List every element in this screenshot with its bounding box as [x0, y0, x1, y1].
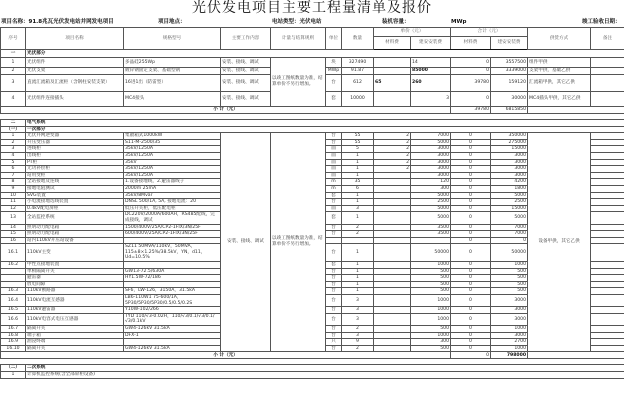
- cell-item-name[interactable]: 无功补偿柜: [26, 166, 124, 173]
- table-row: 避雷器 HY1.5W-72/186 台 1 500 0 500: [1, 275, 624, 282]
- table-row: 2 升压变压器 S11-M-2500/35 台 55 2 5000 0 275000: [1, 139, 624, 146]
- cell-item-name[interactable]: 隔离开关: [26, 326, 124, 333]
- col-work: 主要工作内容: [221, 28, 271, 50]
- table-row: 9 接地电阻测试 2000m 25mA m 6 300 0 1800: [1, 185, 624, 192]
- table-row: 15 照明动力配电箱 600/400V/25A/CP2-1FIX/3N/25F 台 2 3500 0 7000: [1, 231, 624, 238]
- cell-item-name[interactable]: PT柜: [26, 159, 124, 166]
- subtotal-row: 小 计（元） 0 798000: [1, 352, 624, 359]
- cell-item-name[interactable]: 110kV电容式电压互感器: [26, 313, 124, 325]
- col-item-name: 项目名称: [26, 28, 124, 50]
- cell-item-name[interactable]: 光伏组件: [26, 58, 124, 68]
- cell-item-name[interactable]: 全站接地及连线: [26, 179, 124, 186]
- section-row: （二） 二次系统: [1, 365, 624, 372]
- table-row: 4 出线柜 35kV/1250A 面 1 2 3000 0 3000: [1, 152, 624, 159]
- cell-item-name[interactable]: 避雷器: [26, 275, 124, 282]
- col-unit-price: 单价（元）: [374, 28, 451, 37]
- cell-item-name[interactable]: 110kV断路器: [26, 288, 124, 295]
- table-row: 1 光伏组件 多晶硅255Wp 安装、接线、调试 以竣工图纸数量为准，结算单价不另行增加。 块 327490 14 0 3557500 组件甲供: [1, 58, 624, 68]
- cell-item-name[interactable]: 110kV主变: [26, 244, 124, 262]
- table-row: 16.5 110kV避雷器 Y10W-102/266 台 3 1000 0 3000: [1, 307, 624, 314]
- table-row: 14 照明动力配电箱 1500/400V/25A/CP2-1FIX/3N/25F 台 2 3500 0 7000: [1, 224, 624, 231]
- col-total-install: 建安安装费: [491, 37, 528, 50]
- work-cell: 安装、接线、调试: [221, 133, 271, 352]
- cell-item-name[interactable]: 油浸终端: [26, 339, 124, 346]
- cell-item-name[interactable]: 光伏支架: [26, 68, 124, 75]
- col-total: 合计（元）: [451, 28, 528, 37]
- cell-item-name[interactable]: 升压变压器: [26, 139, 124, 146]
- col-install: 建安安装费: [411, 37, 451, 50]
- table-row: 16.1 110kV主变 SZ11 50MVA/110kV，50MVA，115±8×1.25%/38.5kV，YN，d11，Ud=10.5% 台 1 50000 0 50000: [1, 244, 624, 262]
- table-row: 16.7 隔离开关 GW4-126kV 31.5kA 台 2 500 0 1000: [1, 326, 624, 333]
- table-row: 8 全站接地及连线 1.设备接地线，2.避雷器线子 m 35 120 0 4200: [1, 179, 624, 186]
- col-unit: 单位: [326, 28, 342, 50]
- table-row: 11 小电流接地选线装置 DNSL 500/1A, 5A, 接地电流：20 台 1 2500 0 2500: [1, 199, 624, 206]
- capacity-label: 装机容量：: [382, 19, 410, 25]
- table-row: 16.6 110kV电容式电压互感器 TYD 110/√3-0.02H，110/√3/0.1/√3/0.1/√3/0.1kV 台 3 1000 0 3000: [1, 313, 624, 325]
- cell-item-name[interactable]: 光伏组件连接插头: [26, 92, 124, 107]
- cell-item-name[interactable]: 全站监控系统: [26, 212, 124, 224]
- col-supply: 供货方式: [528, 28, 591, 50]
- table-row: 16.10 隔离开关 GW4-126kV 31.5kA 台 2 500 0 1000: [1, 345, 624, 352]
- table-row: 1 计算机监控系统(含全部屏柜设备): [1, 371, 624, 378]
- cell-item-name[interactable]: 中性点接地装置: [26, 262, 124, 269]
- table-row: 16 站内110kV升压站设备 0 0: [1, 237, 624, 244]
- subtotal-row: 小 计（元） 39780 6815850: [1, 107, 624, 114]
- table-row: 7 站用变柜 35kV/1250A 面 1 3000 0 3000: [1, 172, 624, 179]
- table-row: 单相隔离开关 GW13-72.5/630A 台 1 500 0 500: [1, 268, 624, 275]
- col-material: 材料费: [374, 37, 411, 50]
- table-row: 16.8 端子箱 DFX-1 台 3 1000 0 3000: [1, 332, 624, 339]
- section-row: 二 电气系统: [1, 120, 624, 127]
- col-qty: 数量: [342, 28, 374, 50]
- col-rule: 计量与结算规则: [271, 28, 326, 50]
- table-row: 13 全站监控系统 DC220V/2000A/600AH，RS485配线，完成接线，调试 套 1 5000 0 5000: [1, 212, 624, 224]
- col-remark: 备注: [591, 28, 624, 50]
- table-row: 1 光伏并网逆变器 集散箱式1000kW 安装、接线、调试 以竣工图纸数量为准，结算单价不另行增加。 台 55 2 7000 0 350000 设备甲供，其它乙供: [1, 133, 624, 140]
- table-row: 3 直流汇流箱及汇流柜（含钢柱安装支架） 16进1出（防雷型） 安装、接线、调试 台 612 65 260 39780 159120 汇流箱甲供，其它乙供: [1, 75, 624, 92]
- cell-item-name[interactable]: 站内110kV升压站设备: [26, 237, 124, 244]
- station-type: 电站类型：光伏电站: [272, 19, 322, 25]
- cell-item-name[interactable]: SVG装置: [26, 192, 124, 199]
- cell-item-name[interactable]: 站用变柜: [26, 172, 124, 179]
- cell-item-name[interactable]: 110kV避雷器: [26, 307, 124, 314]
- cell-item-name[interactable]: 出线柜: [26, 152, 124, 159]
- cell-item-name[interactable]: 0.4kV配电屏柜: [26, 205, 124, 212]
- cell-item-name[interactable]: 计算机监控系统(含全部屏柜设备): [26, 371, 624, 378]
- cell-item-name[interactable]: 直流汇流箱及汇流柜（含钢柱安装支架）: [26, 75, 124, 92]
- cell-item-name[interactable]: 光伏并网逆变器: [26, 133, 124, 140]
- cell-item-name[interactable]: 接地电阻测试: [26, 185, 124, 192]
- col-total-material: 材料费: [451, 37, 491, 50]
- table-row: 16.4 110kV电流互感器 LB6-110W1 75-600/1A，5P30/5P30/5P30/0.5/0.5/0.2S 台 3 1000 0 3000: [1, 295, 624, 307]
- cell-item-name[interactable]: 放电间隙: [26, 281, 124, 288]
- supply-cell: 设备甲供，其它乙供: [528, 133, 591, 352]
- table-row: 16.2 中性点接地装置 套 1 1000 0 1000: [1, 262, 624, 269]
- cell-item-name[interactable]: 端子箱: [26, 332, 124, 339]
- section-row: 一 光伏部分: [1, 50, 624, 58]
- rule-cell: 以竣工图纸数量为准，结算单价不另行增加。: [271, 58, 326, 107]
- table-row: 16.9 油浸终端 只 9 300 0 2700: [1, 339, 624, 346]
- col-spec: 规格型号: [124, 28, 221, 50]
- acceptance-date: 竣工验收日期：: [582, 19, 621, 25]
- col-seq: 序号: [1, 28, 26, 50]
- cell-item-name[interactable]: 隔离开关: [26, 345, 124, 352]
- project-location: 项目地点：: [158, 19, 186, 25]
- page-title: 光伏发电项目主要工程量清单及报价: [192, 0, 432, 16]
- capacity-unit: MWp: [451, 19, 467, 25]
- table-row: 5 PT柜 35kV 面 1 2 3000 0 3000: [1, 159, 624, 166]
- table-row: 放电间隙 台 1 500 0 500: [1, 281, 624, 288]
- cell-item-name[interactable]: 照明动力配电箱: [26, 231, 124, 238]
- cell-item-name[interactable]: 照明动力配电箱: [26, 224, 124, 231]
- table-row: 6 无功补偿柜 35kV/1250A 面 1 2 3000 0 3000: [1, 166, 624, 173]
- table-row: 2 光伏支架 镀锌钢固定支架、基础型钢 安装、接线、调试 MWp 91.87 85000 0 3339000 支架甲供，基础乙供: [1, 68, 624, 75]
- cell-item-name[interactable]: 小电流接地选线装置: [26, 199, 124, 206]
- table-row: 12 0.4kV配电屏柜 低压开关柜，低压配电柜 面 3 5000 0 15000: [1, 205, 624, 212]
- table-row: 10 SVG装置 35kV/8Mvar 套 1 5000 0 5000: [1, 192, 624, 199]
- table-row: 16.3 110kV断路器 SF6，LW-126，3150A，31.5kA 台 1 500 0 500: [1, 288, 624, 295]
- section-row: （一） 一次部分: [1, 126, 624, 133]
- table-row: 3 进线柜 35kV/1250A 面 5 2 3000 0 15000: [1, 146, 624, 153]
- bill-of-quantities-table: [0, 27, 624, 379]
- cell-item-name[interactable]: 进线柜: [26, 146, 124, 153]
- cell-item-name[interactable]: 110kV电流互感器: [26, 295, 124, 307]
- project-name: 项目名称：91.8兆瓦光伏发电站并网发电项目: [1, 19, 114, 25]
- table-row: 4 光伏组件连接插头 MC4接头 安装、接线、调试 套 10000 3 0 30000 MC4插头甲供，其它乙供: [1, 92, 624, 107]
- cell-item-name[interactable]: 单相隔离开关: [26, 268, 124, 275]
- rule-cell: 以竣工图纸数量为准，结算单价不另行增加。: [271, 133, 326, 352]
